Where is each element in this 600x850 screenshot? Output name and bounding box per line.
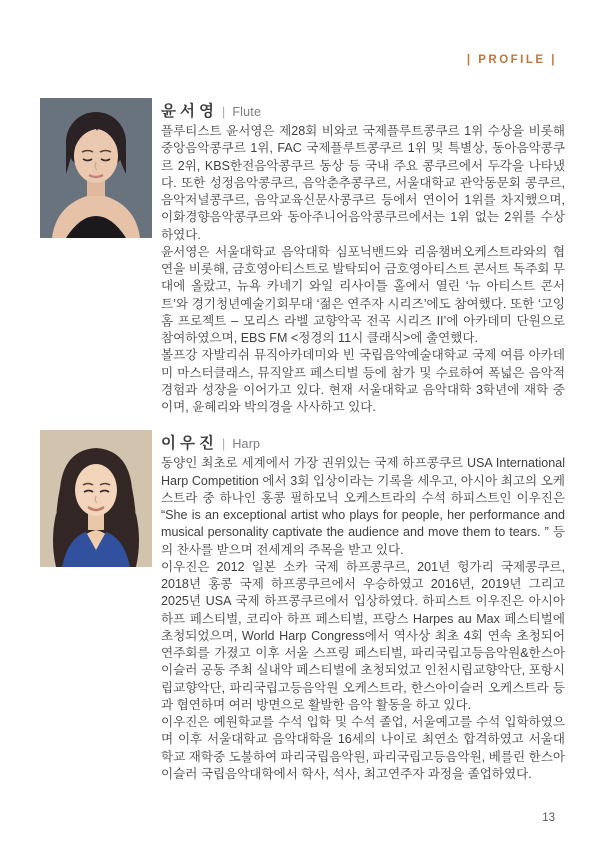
- bio-paragraph: 동양인 최초로 세계에서 가장 권위있는 국제 하프콩쿠르 USA International Harp Competition 에서 3회 입상이라는 기록을 세우고, 아시아 최고의 오케스트라 중 하나인 홍콩 필하모닉 오케스트라의 수석 하피스트인 이우진은 “She is an exceptional artist who plays for people, her performance and musical personality captivate the audience and move them to tears. ” 등의 찬사를 받으며 전세계의 주목을 받고 있다.: [161, 456, 565, 557]
- page-header: [40, 50, 565, 66]
- artist-name: 윤서영: [161, 103, 218, 120]
- profile-photo-lee-woojin: [40, 430, 152, 567]
- bio-paragraph: 윤서영은 서울대학교 음악대학 심포닉밴드와 리움챔버오케스트라와의 협연을 비롯해, 금호영아티스트로 발탁되어 금호영아티스트 콘서트 독주회 무대에 올랐고, 뉴욕 카네기 와일 리사이틀 홀에서 열린 ‘뉴 아티스트 콘서트’와 경기청년예술기회무대 ‘젊은 연주자 시리즈’에도 참여했다. 또한 ‘고잉홈 프로젝트 – 모리스 라벨 교향악곡 전곡 시리즈 II’에 아카데미 단원으로 참여하였으며, EBS FM <정경의 11시 클래식>에 출연했다.: [161, 244, 565, 345]
- profile-photo-yoon-seoyoung: [40, 98, 152, 238]
- profile-text-column: [161, 430, 565, 783]
- bio-paragraph: 플루티스트 윤서영은 제28회 비와코 국제플루트콩쿠르 1위 수상을 비롯해 중앙음악콩쿠르 1위, FAC 국제플루트콩쿠르 1위 및 특별상, 동아음악콩쿠르 2위, KBS한전음악콩쿠르 동상 등 국내 주요 콩쿠르에서 두각을 나타냈다. 또한 성정음악콩쿠르, 음악춘추콩쿠르, 서울대학교 관악동문회 콩쿠르, 음악저널콩쿠르, 음악교육신문사콩쿠르 등에서 연이어 1위를 차지했으며, 이화경향음악콩쿠르와 동아주니어음악콩쿠르에서는 1위 없는 2위를 수상하였다.: [161, 124, 565, 242]
- profile-text-column: [161, 98, 565, 416]
- photo-column: [40, 430, 152, 567]
- profiles-container: [40, 98, 565, 783]
- photo-column: [40, 98, 152, 238]
- artist-name-row: [161, 99, 565, 120]
- bio-paragraph: 이우진은 2012 일본 소카 국제 하프콩쿠르, 201년 헝가리 국제콩쿠르, 2018년 홍콩 국제 하프콩쿠르에서 우승하였고 2016년, 2019년 그리고 2025년 USA 국제 하프콩쿠르에서 입상하였다. 하피스트 이우진은 아시아 하프 페스티벌, 코리아 하프 페스티벌, 프랑스 Harpes au Max 페스티벌에 초청되었으며, World Harp Congress에서 역사상 최초 4회 연속 초청되어 연주회를 가졌고 이후 서울 스프링 페스티벌, 파리국립고등음악원&한스아이슬러 공동 주최 실내악 페스티벌에 초청되었고 인천시립교향악단, 포항시립교향악단, 파리국립고등음악원 오케스트라, 한스아이슬러 오케스트라 등과 협연하며 여러 방면으로 활발한 음악 활동을 하고 있다.: [161, 559, 565, 712]
- profile-section-flutist: [40, 98, 565, 416]
- artist-bio: [161, 123, 565, 416]
- instrument-label: Harp: [232, 437, 261, 452]
- name-separator: |: [221, 436, 226, 452]
- instrument-label: Flute: [232, 105, 262, 119]
- artist-name-row: [161, 431, 565, 453]
- profile-section-harpist: [40, 430, 565, 783]
- page-number: 13: [542, 812, 555, 824]
- bio-paragraph: 이우진은 예원학교를 수석 입학 및 수석 졸업, 서울예고를 수석 입학하였으며 이후 서울대학교 음악대학을 16세의 나이로 최연소 합격하였고 서울대학교 재학중 도불하여 파리국립음악원, 파리국립고등음악원, 베를린 한스아이슬러 국립음악대학에서 학사, 석사, 최고연주자 과정을 졸업하였다.: [161, 715, 565, 781]
- artist-bio: [161, 455, 565, 783]
- profile-header-label: | PROFILE |: [466, 54, 557, 66]
- name-separator: |: [221, 104, 226, 119]
- artist-name: 이우진: [161, 435, 218, 453]
- bio-paragraph: 볼프강 자발리쉬 뮤직아카데미와 빈 국립음악예술대학교 국제 여름 아카데미 마스터클래스, 뮤직알프 페스티벌 등에 참가 및 수료하여 폭넓은 음악적 경험과 성장을 이어가고 있다. 현재 서울대학교 음악대학 3학년에 재학 중이며, 윤혜리와 박의경을 사사하고 있다.: [161, 348, 565, 414]
